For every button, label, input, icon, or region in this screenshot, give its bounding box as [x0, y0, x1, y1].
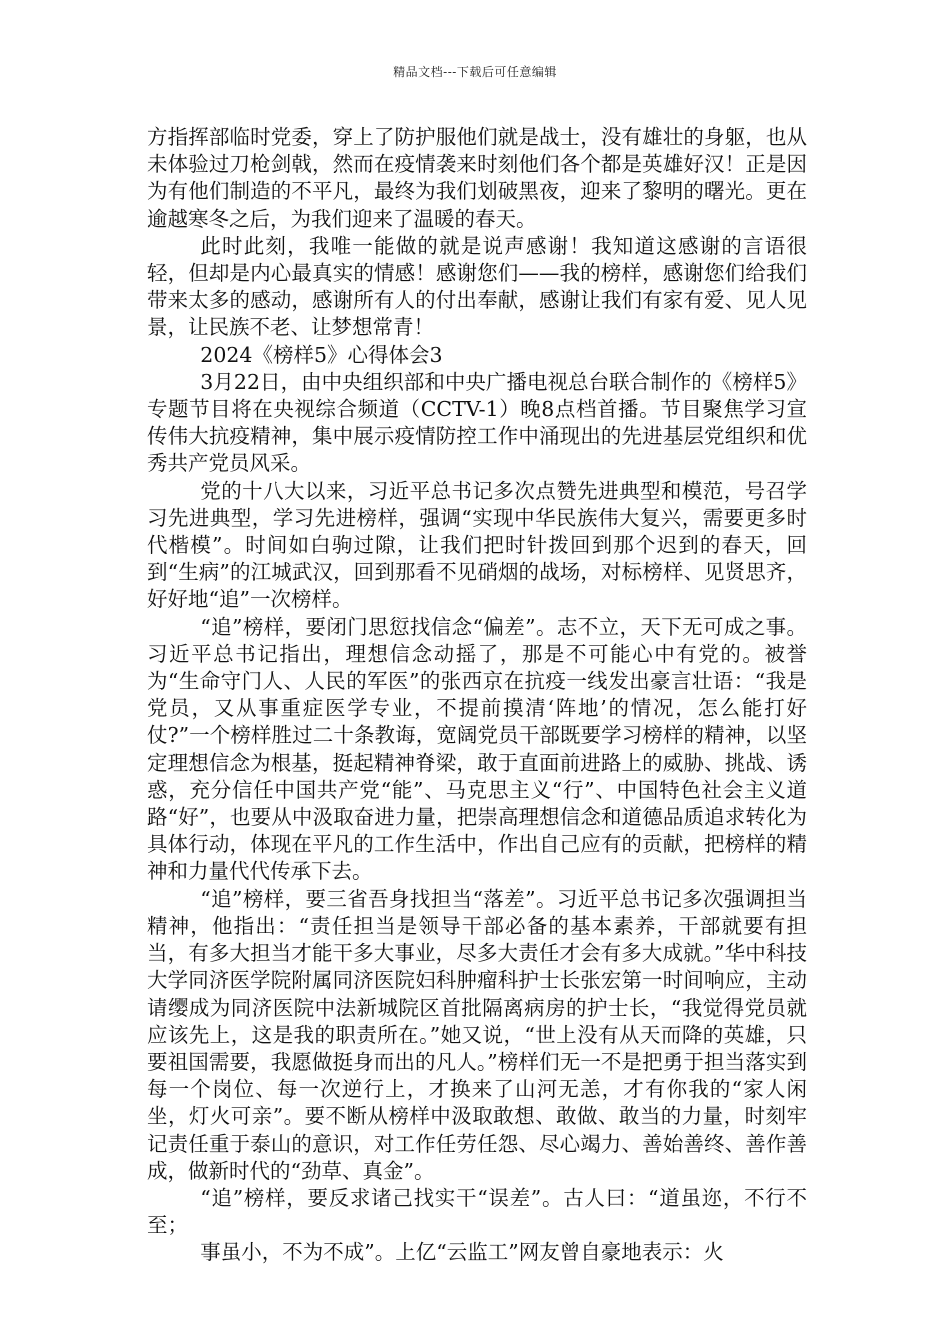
page-header: 精品文档---下载后可任意编辑 — [393, 65, 557, 79]
document-body — [147, 124, 807, 1267]
paragraph-action: “追”榜样，要反求诸己找实干“误差”。古人曰：“道虽迩，不行不至； — [147, 1185, 807, 1238]
paragraph-responsibility: “追”榜样，要三省吾身找担当“落差”。习近平总书记多次强调担当精神，他指出：“责任担当是领导干部必备的基本素养，干部就要有担当，有多大担当才能干多大事业，尽多大责任才会有多大成就。”华中科技大学同济医学院附属同济医院妇科肿瘤科护士长张宏第一时间响应，主动请缨成为同济医院中法新城院区首批隔离病房的护士长，“我觉得党员就应该先上，这是我的职责所在。”她又说，“世上没有从天而降的英雄，只要祖国需要，我愿做挺身而出的凡人。”榜样们无一不是把勇于担当落实到每一个岗位、每一次逆行上，才换来了山河无恙，才有你我的“家人闲坐，灯火可亲”。要不断从榜样中汲取敢想、敢做、敢当的力量，时刻牢记责任重于泰山的意识，对工作任劳任怨、尽心竭力、善始善终、善作善成，做新时代的“劲草、真金”。 — [147, 886, 807, 1183]
paragraph-thanks: 此时此刻，我唯一能做的就是说声感谢！我知道这感谢的言语很轻，但却是内心最真实的情感！感谢您们——我的榜样，感谢您们给我们带来太多的感动，感谢所有人的付出奉献，感谢让我们有家有爱、见人见景，让民族不老、让梦想常青！ — [147, 233, 807, 340]
paragraph-cloud-supervisor: 事虽小，不为不成”。上亿“云监工”网友曾自豪地表示：火 — [200, 1240, 724, 1265]
paragraph-since-18th: 党的十八大以来，习近平总书记多次点赞先进典型和模范，号召学习先进典型，学习先进榜样，强调“实现中华民族伟大复兴，需要更多时代楷模”。时间如白驹过隙，让我们把时针拨回到那个迟到的春天，回到“生病”的江城武汉，回到那看不见硝烟的战场，对标榜样、见贤思齐，好好地“追”一次榜样。 — [147, 478, 807, 612]
paragraph-broadcast: 3月22日，由中央组织部和中央广播电视总台联合制作的《榜样5》专题节目将在央视综合频道（CCTV-1）晚8点档首播。节目聚焦学习宣传伟大抗疫精神，集中展示疫情防控工作中涌现出的先进基层党组织和优秀共产党员风采。 — [147, 369, 807, 476]
paragraph-belief: “追”榜样，要闭门思愆找信念“偏差”。志不立，天下无可成之事。习近平总书记指出，理想信念动摇了，那是不可能心中有党的。被誉为“生命守门人、人民的军医”的张西京在抗疫一线发出豪言壮语：“我是党员，又从事重症医学专业，不提前摸清‘阵地’的情况，怎么能打好仗?”一个榜样胜过二十条教诲，宽阔党员干部既要学习榜样的精神，以坚定理想信念为根基，挺起精神脊梁，敢于直面前进路上的威胁、挑战、诱惑，充分信任中国共产党“能”、马克思主义“行”、中国特色社会主义道路“好”，也要从中汲取奋进力量，把崇高理想信念和道德品质追求转化为具体行动，体现在平凡的工作生活中，作出自己应有的贡献，把榜样的精神和力量代代传承下去。 — [147, 614, 807, 884]
paragraph-continuation: 方指挥部临时党委，穿上了防护服他们就是战士，没有雄壮的身躯，也从未体验过刀枪剑戟，然而在疫情袭来时刻他们各个都是英雄好汉！正是因为有他们制造的不平凡，最终为我们划破黑夜，迎来了黎明的曙光。更在逾越寒冬之后，为我们迎来了温暖的春天。 — [147, 125, 807, 231]
section-heading: 2024《榜样5》心得体会3 — [200, 342, 443, 367]
